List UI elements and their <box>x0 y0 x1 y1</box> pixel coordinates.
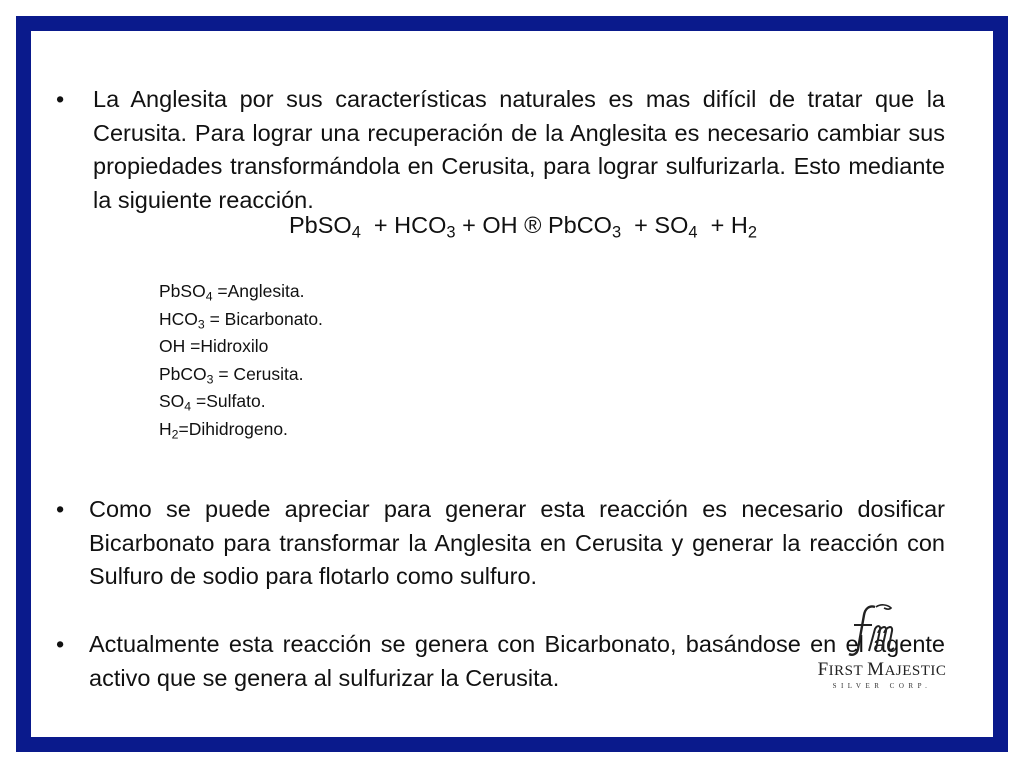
definition-item: $H_2=Dihidrogeno$. <box>159 418 288 441</box>
eq-sub-4: 4 <box>688 223 698 242</box>
eq-term-2: + HCO <box>367 212 447 238</box>
eq-term-1: PbSO <box>288 212 352 238</box>
bullet-paragraph-3 <box>51 628 945 695</box>
bullet-dot: • <box>56 86 65 112</box>
logo-wordmark: FIRST MAJESTIC <box>817 659 947 680</box>
definition-item: $HCO_3$ = Bicarbonato. <box>159 308 323 331</box>
logo-tagline: SILVER CORP. <box>832 682 932 690</box>
bullet-dot: • <box>56 631 65 657</box>
definitions-list <box>159 278 323 443</box>
definition-item: OH =Hidroxilo <box>159 336 269 356</box>
eq-sub-2: 3 <box>446 223 456 242</box>
bullet-paragraph-1 <box>51 83 945 217</box>
definition-item: PbSO$_4$ =Anglesita. <box>159 281 305 304</box>
bullet-text-2: Como se puede apreciar para generar esta reacción es necesario dosificar Bicarbonato para transformar la Anglesita en Cerusita y generar la reacción con Sulfuro de sodio para flotarlo como sulfuro. <box>89 496 945 589</box>
eq-sub-5: 2 <box>747 223 757 242</box>
eq-term-4: + SO <box>627 212 689 238</box>
fm-monogram-icon <box>845 601 919 659</box>
eq-term-3: + OH ® PbCO <box>455 212 612 238</box>
bullet-dot: • <box>56 496 65 522</box>
reaction-equation <box>51 210 973 240</box>
first-majestic-logo <box>812 601 952 701</box>
eq-sub-1: 4 <box>351 223 361 242</box>
bullet-text-1: La Anglesita por sus características naturales es mas difícil de tratar que la Cerusita. Para lograr una recuperación de la Anglesita es necesario cambiar sus propiedades transformándola en Cerusita, para lograr sulfurizarla. Esto mediante la siguiente reacción. <box>93 86 945 213</box>
bullet-paragraph-2 <box>51 493 945 594</box>
definition-item: $SO_4$ =Sulfato. <box>159 391 266 414</box>
bullet-text-3: Actualmente esta reacción se genera con Bicarbonato, basándose en el agente activo que se genera al sulfurizar la Cerusita. <box>89 631 945 691</box>
eq-sub-3: 3 <box>611 223 622 242</box>
eq-term-5: + H <box>704 212 748 238</box>
definition-item: PbCO$_3$ = Cerusita. <box>159 363 304 386</box>
